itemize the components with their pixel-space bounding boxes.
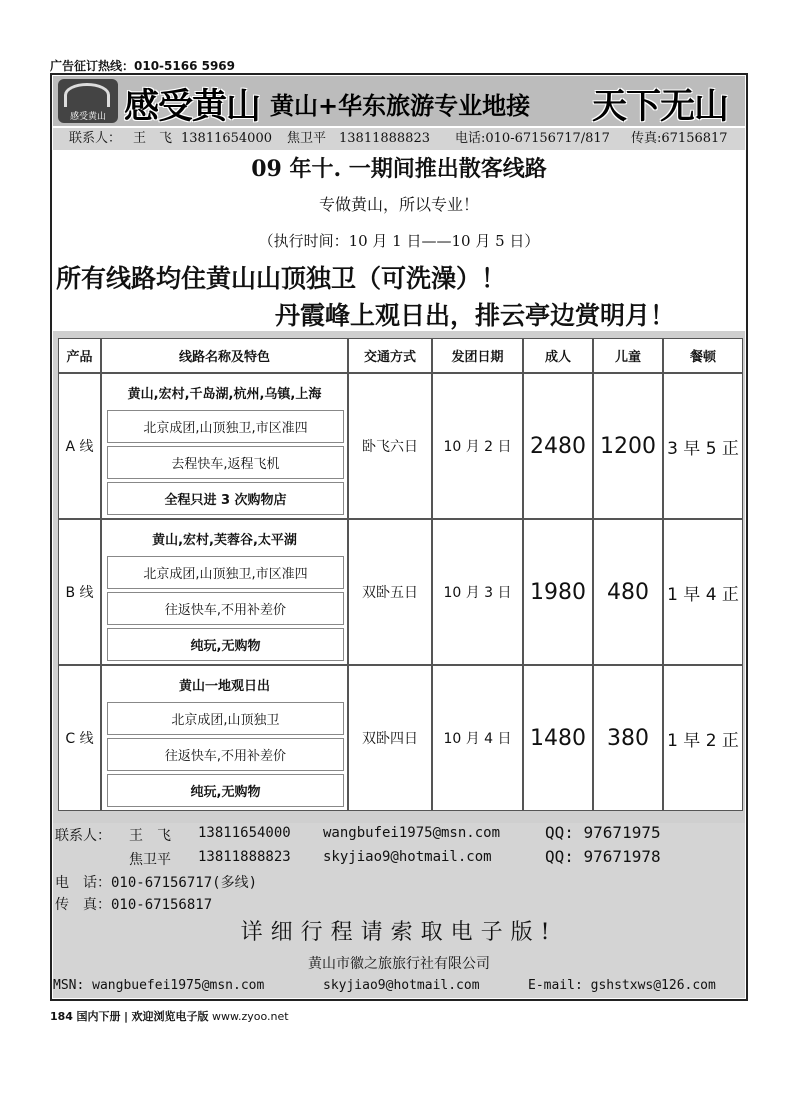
footer-fax: 传 真：010-67156817: [55, 897, 213, 913]
route-a-product: A 线: [58, 373, 101, 519]
page-number: 184: [50, 1010, 73, 1023]
footer-contact-1-email[interactable]: wangbufei1975@msn.com: [323, 825, 501, 841]
brand-name-right: 天下无山: [592, 87, 729, 127]
route-b-date: 10 月 3 日: [432, 519, 523, 665]
route-a-transport: 卧飞六日: [348, 373, 432, 519]
brand-subtitle: 黄山+华东旅游专业地接: [270, 92, 531, 120]
footer-contact-1-qq: QQ: 97671975: [545, 823, 661, 842]
route-a-feature-1: 北京成团,山顶独卫,市区准四: [107, 410, 344, 443]
route-b-name: 黄山,宏村,芙蓉谷,太平湖: [105, 523, 344, 553]
route-c-feature-2: 往返快车,不用补差价: [107, 738, 344, 771]
contact-tel: 电话:010-67156717/817: [455, 131, 610, 146]
route-b-details: [101, 519, 348, 665]
contact-bar: [53, 128, 745, 150]
footer-tagline: 欢迎浏览电子版: [131, 1010, 209, 1023]
route-c-adult-price: 1480: [523, 665, 593, 811]
footer-site-link[interactable]: www.zyoo.net: [212, 1010, 289, 1023]
header-transport: 交通方式: [348, 338, 432, 373]
route-b-product: B 线: [58, 519, 101, 665]
footer-contact-1-name: 王 飞: [129, 828, 171, 844]
slogan: 专做黄山，所以专业！: [318, 195, 479, 214]
route-a-date: 10 月 2 日: [432, 373, 523, 519]
footer-msn: MSN: wangbuefei1975@msn.com: [53, 978, 265, 993]
contact-fax: 传真:67156817: [631, 131, 728, 146]
header-meals: 餐顿: [663, 338, 743, 373]
headline-sunrise: 丹霞峰上观日出，排云亭边赏明月！: [275, 301, 676, 330]
footer-contact-1-phone: 13811654000: [198, 825, 291, 841]
footer-tel: 电 话：010-67156717(多线): [55, 875, 258, 891]
route-c-feature-1: 北京成团,山顶独卫: [107, 702, 344, 735]
route-b-meals: 1 早 4 正: [663, 519, 743, 665]
route-b-feature-1: 北京成团,山顶独卫,市区准四: [107, 556, 344, 589]
route-b-transport: 双卧五日: [348, 519, 432, 665]
route-a-details: [101, 373, 348, 519]
route-b-feature-3: 纯玩,无购物: [107, 628, 344, 661]
contact-person-1: 王 飞: [133, 131, 173, 146]
route-b-feature-2: 往返快车,不用补差价: [107, 592, 344, 625]
contact-phone-1: 13811654000: [181, 131, 272, 146]
logo-text: 感受黄山: [69, 112, 106, 122]
route-b-child-price: 480: [593, 519, 663, 665]
route-c-transport: 双卧四日: [348, 665, 432, 811]
contact-phone-2: 13811888823: [339, 131, 430, 146]
contact-label: 联系人：: [69, 131, 122, 146]
contact-footer: [53, 823, 745, 998]
header-route: 线路名称及特色: [101, 338, 348, 373]
execution-period: （执行时间：10 月 1 日——10 月 5 日）: [258, 232, 540, 250]
company-name: 黄山市徽之旅旅行社有限公司: [308, 956, 490, 972]
footer-contact-2-name: 焦卫平: [129, 852, 171, 868]
footer-divider: |: [123, 1010, 128, 1023]
footer-contact-2-qq: QQ: 97671978: [545, 847, 661, 866]
route-a-meals: 3 早 5 正: [663, 373, 743, 519]
footer-contact-label: 联系人：: [55, 828, 111, 844]
footer-contact-2-phone: 13811888823: [198, 849, 291, 865]
route-c-date: 10 月 4 日: [432, 665, 523, 811]
footer-email[interactable]: E-mail: gshstxws@126.com: [528, 978, 716, 993]
route-a-adult-price: 2480: [523, 373, 593, 519]
brand-name-left: 感受黄山: [124, 87, 261, 127]
header-child: 儿童: [593, 338, 663, 373]
page-footer: [50, 1008, 289, 1024]
route-a-child-price: 1200: [593, 373, 663, 519]
ad-hotline: 广告征订热线：010-5166 5969: [50, 59, 236, 73]
header-product: 产品: [58, 338, 101, 373]
route-c-child-price: 380: [593, 665, 663, 811]
call-to-action: 详细行程请索取电子版!: [240, 920, 558, 945]
route-a-feature-3: 全程只进 3 次购物店: [107, 482, 344, 515]
page-title: 09 年十. 一期间推出散客线路: [251, 156, 547, 182]
headline-lodging: 所有线路均住黄山山顶独卫（可洗澡）！: [56, 264, 507, 293]
route-b-adult-price: 1980: [523, 519, 593, 665]
footer-contact-2-email[interactable]: skyjiao9@hotmail.com: [323, 849, 492, 865]
footer-msn-email-2[interactable]: skyjiao9@hotmail.com: [323, 978, 480, 993]
route-c-name: 黄山一地观日出: [105, 669, 344, 699]
logo-swoosh-icon: [64, 83, 110, 107]
route-table: [53, 331, 745, 823]
route-c-product: C 线: [58, 665, 101, 811]
route-a-name: 黄山,宏村,千岛湖,杭州,乌镇,上海: [105, 377, 344, 407]
header-date: 发团日期: [432, 338, 523, 373]
route-a-feature-2: 去程快车,返程飞机: [107, 446, 344, 479]
section-name: 国内下册: [76, 1010, 121, 1023]
route-c-feature-3: 纯玩,无购物: [107, 774, 344, 807]
header-adult: 成人: [523, 338, 593, 373]
route-c-meals: 1 早 2 正: [663, 665, 743, 811]
route-c-details: [101, 665, 348, 811]
contact-person-2: 焦卫平: [287, 131, 327, 146]
